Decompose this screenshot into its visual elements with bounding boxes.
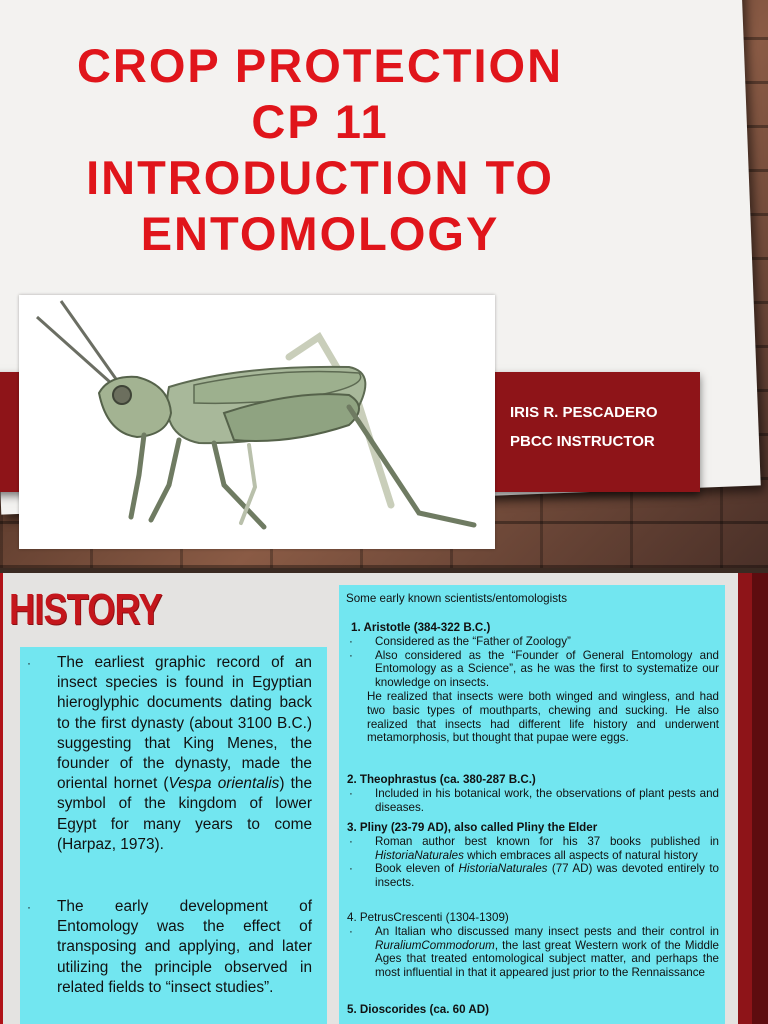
title-line-2: CP 11 — [251, 95, 389, 148]
scientist-theophrastus — [347, 773, 719, 814]
scientist-bullet: · Roman author best known for his 37 books published in HistoriaNaturales which embraces all aspects of natural history — [347, 835, 719, 863]
paragraph-text: The earliest graphic record of an insect species is found in Egyptian hieroglyphic documents dating back to the first dynasty (about 3100 B.C.) suggesting that King Menes, the founder of the dynasty, made the oriental hornet ( — [57, 654, 312, 793]
scientist-bullet: · Book eleven of HistoriaNaturales (77 AD) was devoted entirely to insects. — [347, 862, 719, 890]
right-accent-edge — [752, 573, 768, 1024]
scientist-heading: 3. Pliny (23-79 AD), also called Pliny the Elder — [347, 821, 598, 834]
paragraph-text: The early development of Entomology was the effect of transposing and applying, and later utilizing the principle observed in related fields to “insect studies”. — [57, 898, 312, 996]
scientist-bullet: · Included in his botanical work, the observations of plant pests and diseases. — [347, 787, 719, 815]
scientist-bullet: · An Italian who discussed many insect pests and their control in RuraliumCommodorum, the last great Western work of the Middle Ages that treated entomological subject matter, and perhaps the most influential in that it appeared just prior to the Rennaissance — [347, 925, 719, 980]
author-block — [510, 398, 658, 456]
scientist-pliny — [347, 821, 719, 890]
scientists-box — [339, 585, 725, 1024]
scientist-heading: 1. Aristotle (384-322 B.C.) — [351, 621, 491, 634]
slide-title — [0, 38, 640, 262]
left-accent-strip — [0, 573, 3, 1024]
grasshopper-icon — [19, 295, 495, 549]
bullet-dot: · — [27, 900, 31, 914]
title-line-1: CROP PROTECTION — [76, 39, 564, 92]
history-paragraph-1 — [27, 653, 313, 855]
paragraph-text-end: ) the symbol of the kingdom of lower Egypt for many years to come (Harpaz, 1973). — [57, 775, 313, 853]
scientist-dioscorides — [347, 1003, 719, 1017]
history-paragraph-2 — [27, 897, 312, 998]
title-line-3: INTRODUCTION TO — [86, 151, 554, 204]
history-heading: HISTORY — [9, 585, 162, 634]
history-slide — [0, 573, 768, 1024]
scientist-heading: 5. Dioscorides (ca. 60 AD) — [347, 1003, 489, 1016]
species-name: Vespa orientalis — [168, 775, 280, 793]
history-text-box — [20, 647, 327, 1024]
scientists-intro: Some early known scientists/entomologists — [346, 592, 568, 605]
bullet-dot: · — [27, 656, 31, 670]
scientist-crescenti — [347, 911, 719, 980]
scientist-heading: 2. Theophrastus (ca. 380-287 B.C.) — [347, 773, 536, 786]
title-line-4: ENTOMOLOGY — [140, 207, 500, 260]
scientist-bullet: · Considered as the “Father of Zoology” — [347, 635, 719, 649]
author-role: PBCC INSTRUCTOR — [510, 433, 655, 450]
author-name: IRIS R. PESCADERO — [510, 404, 658, 421]
scientist-continuation: He realized that insects were both winged and wingless, and had two basic types of mouthparts, chewing and sucking. He also realized that insects had different life history and underwent metamorphosis, but thought that pupae were eggs. — [367, 689, 719, 745]
scientist-bullet: · Also considered as the “Founder of General Entomology and Entomology as a Science”, as he was the first to systematize our knowledge on insects. — [347, 649, 719, 690]
grasshopper-image — [19, 295, 495, 549]
scientist-aristotle — [347, 621, 719, 745]
scientist-heading: 4. PetrusCrescenti (1304-1309) — [347, 911, 509, 924]
